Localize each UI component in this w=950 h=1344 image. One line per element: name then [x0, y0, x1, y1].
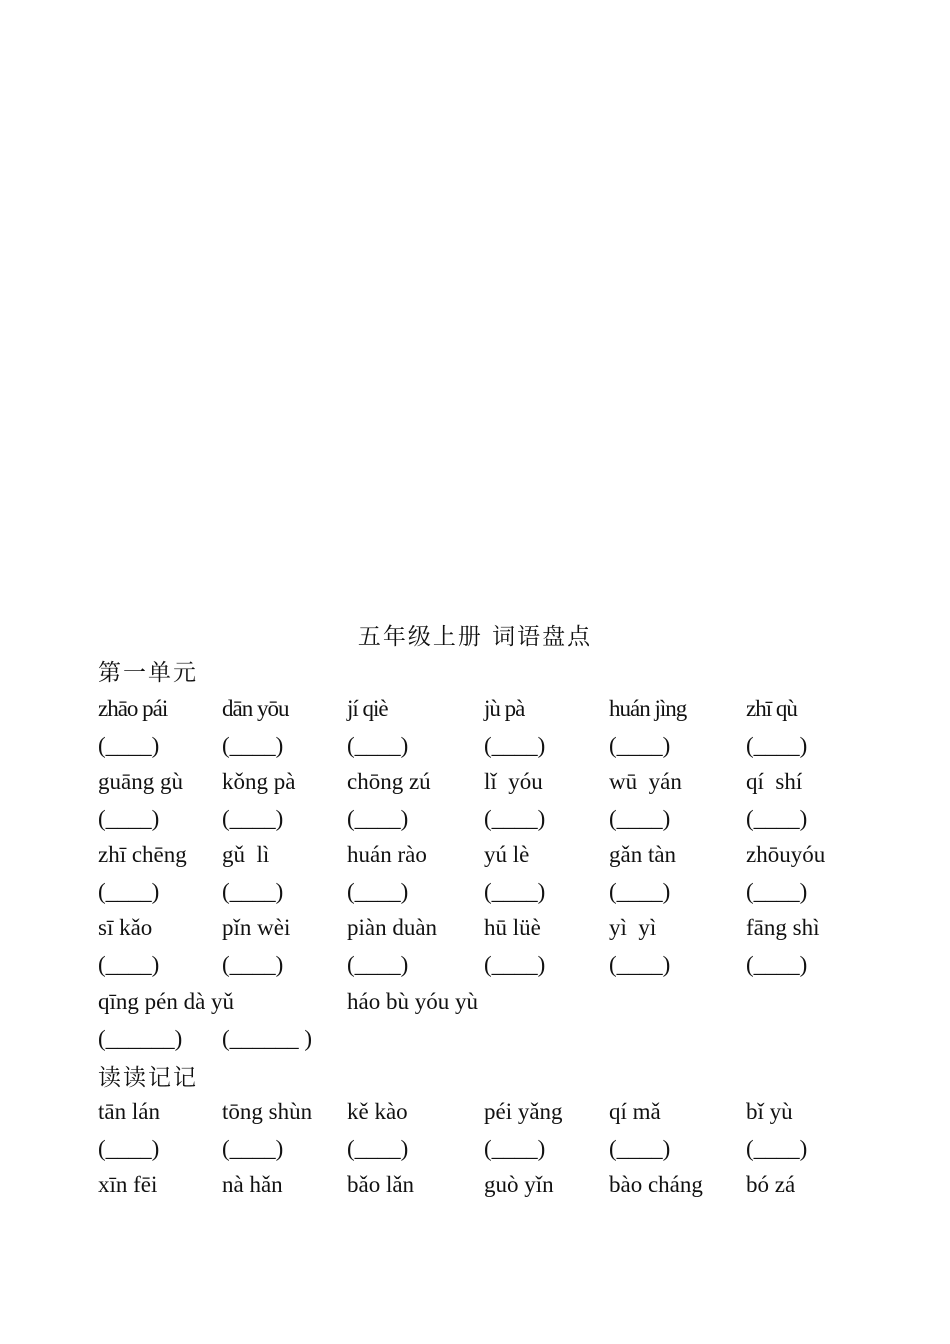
pinyin-word: kě kào — [347, 1099, 408, 1124]
answer-blank[interactable]: (____) — [222, 1136, 284, 1161]
answer-blank[interactable]: (____) — [98, 806, 160, 831]
answer-blank[interactable]: (______) — [98, 1026, 183, 1051]
blank-row — [0, 950, 950, 980]
answer-blank[interactable]: (____) — [746, 733, 808, 758]
answer-blank[interactable]: (____) — [746, 1136, 808, 1161]
pinyin-word: jí qiè — [347, 696, 388, 721]
answer-blank[interactable]: (____) — [347, 1136, 409, 1161]
answer-blank[interactable]: (____) — [609, 879, 671, 904]
idiom-pinyin: qīng pén dà yǔ — [98, 989, 235, 1014]
pinyin-word: kǒng pà — [222, 769, 296, 794]
answer-blank[interactable]: (____) — [484, 733, 546, 758]
blank-row — [0, 877, 950, 907]
answer-blank[interactable]: (____) — [484, 879, 546, 904]
answer-blank[interactable]: (______ ) — [222, 1026, 313, 1051]
answer-blank[interactable]: (____) — [98, 1136, 160, 1161]
pinyin-word: xīn fēi — [98, 1172, 158, 1197]
pinyin-word: zhī qù — [746, 696, 797, 721]
answer-blank[interactable]: (____) — [222, 879, 284, 904]
pinyin-word: fāng shì — [746, 915, 820, 940]
pinyin-word: sī kǎo — [98, 915, 153, 940]
answer-blank[interactable]: (____) — [347, 879, 409, 904]
pinyin-row — [0, 913, 950, 943]
pinyin-word: zhāo pái — [98, 696, 168, 721]
pinyin-row — [0, 1170, 950, 1200]
pinyin-word: wū yán — [609, 769, 682, 794]
pinyin-word: bǎo lǎn — [347, 1172, 415, 1197]
answer-blank[interactable]: (____) — [609, 952, 671, 977]
blank-row — [0, 1134, 950, 1164]
pinyin-word: zhōuyóu — [746, 842, 826, 867]
pinyin-word: chōng zú — [347, 769, 431, 794]
answer-blank[interactable]: (____) — [222, 952, 284, 977]
answer-blank[interactable]: (____) — [98, 879, 160, 904]
pinyin-word: tōng shùn — [222, 1099, 313, 1124]
answer-blank[interactable]: (____) — [484, 1136, 546, 1161]
pinyin-word: guò yǐn — [484, 1172, 554, 1197]
pinyin-word: nà hǎn — [222, 1172, 283, 1197]
pinyin-word: qí shí — [746, 769, 803, 794]
pinyin-row — [0, 767, 950, 797]
pinyin-word: tān lán — [98, 1099, 160, 1124]
pinyin-word: piàn duàn — [347, 915, 438, 940]
blank-row — [0, 731, 950, 761]
answer-blank[interactable]: (____) — [484, 806, 546, 831]
pinyin-row — [0, 694, 950, 724]
pinyin-word: lǐ yóu — [484, 769, 543, 794]
pinyin-row — [0, 1097, 950, 1127]
section-heading-unit-1: 第一单元 — [98, 660, 198, 686]
answer-blank[interactable]: (____) — [347, 733, 409, 758]
blank-row — [0, 804, 950, 834]
answer-blank[interactable]: (____) — [746, 879, 808, 904]
idiom-pinyin-row — [0, 987, 950, 1017]
pinyin-word: yú lè — [484, 842, 530, 867]
pinyin-word: bào cháng — [609, 1172, 703, 1197]
pinyin-word: péi yǎng — [484, 1099, 563, 1124]
answer-blank[interactable]: (____) — [98, 952, 160, 977]
answer-blank[interactable]: (____) — [222, 733, 284, 758]
answer-blank[interactable]: (____) — [484, 952, 546, 977]
section-heading-read-remember: 读读记记 — [98, 1065, 198, 1091]
pinyin-word: bǐ yù — [746, 1099, 793, 1124]
page-title: 五年级上册 词语盘点 — [357, 624, 593, 650]
answer-blank[interactable]: (____) — [347, 952, 409, 977]
answer-blank[interactable]: (____) — [609, 733, 671, 758]
answer-blank[interactable]: (____) — [746, 952, 808, 977]
answer-blank[interactable]: (____) — [609, 806, 671, 831]
pinyin-word: dān yōu — [222, 696, 289, 721]
idiom-pinyin: háo bù yóu yù — [347, 989, 478, 1014]
pinyin-word: bó zá — [746, 1172, 796, 1197]
pinyin-word: guāng gù — [98, 769, 183, 794]
pinyin-word: pǐn wèi — [222, 915, 291, 940]
answer-blank[interactable]: (____) — [222, 806, 284, 831]
pinyin-word: qí mǎ — [609, 1099, 661, 1124]
answer-blank[interactable]: (____) — [609, 1136, 671, 1161]
pinyin-word: gǔ lì — [222, 842, 270, 867]
pinyin-word: huán rào — [347, 842, 427, 867]
idiom-blank-row — [0, 1024, 950, 1054]
answer-blank[interactable]: (____) — [98, 733, 160, 758]
answer-blank[interactable]: (____) — [347, 806, 409, 831]
pinyin-word: yì yì — [609, 915, 657, 940]
pinyin-word: hū lüè — [484, 915, 541, 940]
pinyin-word: jù pà — [484, 696, 525, 721]
pinyin-row — [0, 840, 950, 870]
pinyin-word: zhī chēng — [98, 842, 187, 867]
pinyin-word: huán jìng — [609, 696, 687, 721]
answer-blank[interactable]: (____) — [746, 806, 808, 831]
pinyin-word: gǎn tàn — [609, 842, 677, 867]
